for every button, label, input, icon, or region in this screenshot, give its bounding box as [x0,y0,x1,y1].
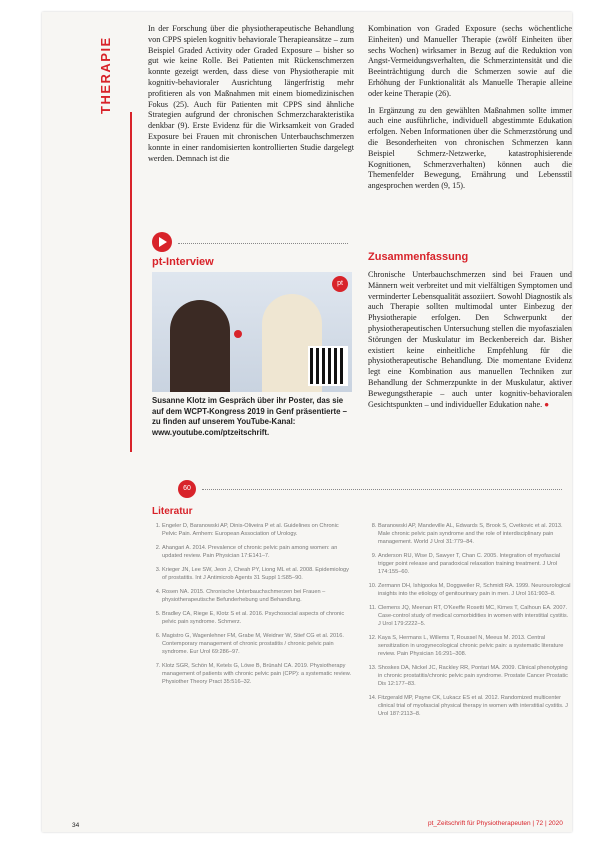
interview-video-thumbnail[interactable] [152,272,352,392]
body-paragraph: Kombination von Graded Exposure (sechs wöchentliche Einheiten) und Manueller Therapie (zwölf Einheiten über sechs Wochen) wirksamer in Bezug auf die Reduktion von Angst-Vermeidungsverhalten, die Schmerzintensität und die Beeinträchtigung durch die Schmerzen sowie auf die Erhöhung der Funktionalität als Manuelle Therapie alleine oder keine Therapie (26). [368,24,572,98]
body-paragraph: In Ergänzung zu den gewählten Maßnahmen sollte immer auch eine ausführliche, individuell abgestimmte Edukation erfolgen. Neben Informationen über die Schmerzstörung und die Besonderheiten von chronischen Schmerzen kann Beispiel Schmerz-Netzwerke, katastrophisierende Kognitionen, Schmerzverhalten) können auch die Themenfelder Bewegung, Ernährung und Lebensstil angesprochen werden (9, 15). [368,105,572,191]
references-left [152,522,352,692]
literature-title: Literatur [152,506,193,517]
interviewee-figure [170,300,230,392]
summary-column [368,270,572,416]
reference-item: 12. Kaya S, Hermans L, Willems T, Roussel N, Meeus M. 2013. Central sensitization in urogynecological chronic pelvic pain: a systematic literature review. Pain Physician 16:291–308. [378,634,572,658]
reference-item: 9. Anderson RU, Wise D, Sawyer T, Chan C. 2005. Integration of myofascial trigger point release and paradoxical relaxation training treatment. J Urol 174:155–60. [378,552,572,576]
divider [178,243,348,244]
reference-item: 7. Klotz SGR, Schön M, Ketels G, Löwe B, Brünahl CA. 2019. Physiotherapy management of patients with chronic pelvic pain (CPP): a systematic review. Physiother Theory Pract 35:516–32. [162,662,352,686]
reference-item: 6. Magistro G, Wagenlehner FM, Grabe M, Weidner W, Stief CG et al. 2016. Contemporary management of chronic prostatitis / chronic pelvic pain syndrome. Eur Urol 69:286–97. [162,632,352,656]
reference-item: 4. Rosen NA. 2015. Chronische Unterbauchschmerzen bei Frauen – physiotherapeutische Befunderhebung und Behandlung. [162,588,352,604]
page-number: 34 [72,822,80,829]
microphone-icon [234,330,242,338]
reference-item: 2. Ahangari A. 2014. Prevalence of chronic pelvic pain among women: an updated review. Pain Physician 17:E141–7. [162,544,352,560]
reference-item: 3. Krieger JN, Lee SW, Jeon J, Cheah PY, Liong ML et al. 2008. Epidemiology of prostatitis. Int J Antimicrob Agents 31 Suppl 1:S85–90. [162,566,352,582]
section-tab [88,18,140,122]
interview-caption: Susanne Klotz im Gespräch über ihr Poster, das sie auf dem WCPT-Kongress 2019 in Genf präsentierte – zu finden auf unserem YouTube-Kanal: www.youtube.com/ptzeitschrift. [152,396,347,437]
section-label: THERAPIE [98,36,113,114]
end-mark-icon: ● [544,399,550,409]
column-right [368,24,572,198]
literature-icon: 60 [178,480,196,498]
summary-text: Chronische Unterbauchschmerzen sind bei Frauen und Männern weit verbreitet und mit vielfältigen Symptomen und verminderter Lebensqualität assoziiert. Sowohl Diagnostik als auch Therapie sollten multimodal unter Einbezug der Physiotherapie erfolgen. Den Schwerpunkt der physiotherapeutischen Untersuchung stellen die myofaszialen Störungen der Muskulatur im Beckenbereich dar. Bisher existiert keine einheitliche Empfehlung für die physiotherapeutische Behandlung. Die momentane Evidenz legt eine Kombination aus manuellen Techniken zur Behandlung der Schmerzpunkte in der Muskulatur, aktiver Bewegungstherapie – auch unter kognitiv-behavioralen Gesichtspunkten – und individueller Edukation nahe. [368,270,572,409]
reference-item: 10. Zermann DH, Ishigooka M, Doggweiler R, Schmidt RA. 1999. Neurourological insights into the etiology of genitourinary pain in men. J Urol 161:903–8. [378,582,572,598]
pt-interview-title: pt-Interview [152,256,214,268]
reference-item: 13. Shoskes DA, Nickel JC, Rackley RR, Pontari MA. 2009. Clinical phenotyping in chronic prostatitis/chronic pelvic pain syndrome. Prostate Cancer Prostatic Dis 12:177–83. [378,664,572,688]
qr-code [308,346,348,386]
reference-item: 1. Engeler D, Baranowski AP, Dinis-Oliveira P et al. Guidelines on Chronic Pelvic Pain. Arnhem: European Association of Urology. [162,522,352,538]
journal-footer: pt_Zeitschrift für Physiotherapeuten | 72 | 2020 [428,820,563,827]
pt-interview-header [152,232,352,257]
reference-item: 5. Bradley CA, Riege E, Klotz S et al. 2016. Psychosocial aspects of chronic pelvic pain syndrome. Schmerz. [162,610,352,626]
pt-logo-icon: pt [332,276,348,292]
section-rule [130,112,132,452]
column-left [148,24,354,170]
play-icon[interactable] [152,232,172,252]
body-paragraph: In der Forschung über die physiotherapeutische Behandlung von CPPS spielen kognitiv behaviorale Therapieansätze – zum Beispiel Graded Activity oder Graded Exposure – bisher so gut wie keine Rolle. Bei Patienten mit Rückenschmerzen konnte gezeigt werden, dass diese von Physiotherapie mit kognitiv-behavioraler Ausrichtung längerfristig mehr profitieren als von Maßnahmen mit einem biomedizinischen Fokus (25). Auch für Patienten mit CPPS sind ähnliche Strategien aufgrund der chronischen Schmerzcharakteristika denkbar (9). Erste Evidenz für die Wirksamkeit von Graded Exposure bei Frauen mit chronischen Unterbauchschmerzen konnte in einer randomisierten kontrollierten Studie dargelegt werden. Demnach ist die [148,24,354,163]
reference-item: 14. Fitzgerald MP, Payne CK, Lukacz ES et al. 2012. Randomized multicenter clinical trial of myofascial physical therapy in women with interstitial cystitis. J Urol 187:2113–8. [378,694,572,718]
reference-item: 11. Clemens JQ, Meenan RT, O'Keeffe Rosetti MC, Kimes T, Calhoun EA. 2007. Case-control study of medical comorbidities in women with interstitial cystitis. J Urol 179:2222–5. [378,604,572,628]
reference-item: 8. Baranowski AP, Mandeville AL, Edwards S, Brook S, Cvetkovic et al. 2013. Male chronic pelvic pain syndrome and the role of interdisciplinary pain management. World J Urol 31:779–84. [378,522,572,546]
references-right [368,522,572,724]
divider [202,489,562,490]
summary-title: Zusammenfassung [368,251,469,263]
